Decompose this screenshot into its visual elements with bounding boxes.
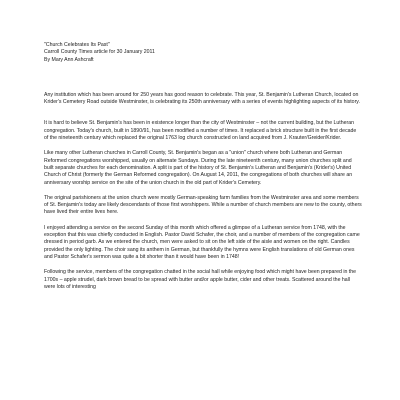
paragraph-5: I enjoyed attending a service on the second Sunday of this month which offered a glimpse of a Lutheran service from 1748, with the exception that this was chiefly conducted in English. Pastor David Schafer, the choir, and a number of members of the congregation came dressed in period garb. As we entered the church, men were asked to sit on the left side of the aisle and women on the right. Candles provided the only lighting. The choir sang its anthem in German, but thankfully the hymns were English translations of old German ones and Pastor Schafer's sermon was quite a bit shorter than it would have been in 1748!	[44, 224, 360, 260]
article-title: "Church Celebrates Its Past"	[44, 42, 110, 48]
paragraph-3: Like many other Lutheran churches in Carroll County, St. Benjamin's began as a "union" church where both Lutheran and German Reformed congregations worshipped, usually on alternate Sundays. During the late nineteenth century, many union churches split and built separate churches for each denomination. A split is part of the history of St. Benjamin's Lutheran and Benjamin's (Krider's) United Church of Christ (formerly the German Reformed congregation). On August 14, 2011, the congregations of both churches will share an anniversary worship service on the site of the union church in the old part of Krider's Cemetery.	[44, 150, 353, 186]
paragraph-6: Following the service, members of the congregation chatted in the social hall while enjoying food which might have been prepared in the 1700s – apple strudel, dark brown bread to be spread with butter and/or apple butter, cider and other treats. Scattered around the hall were lots of interesting	[44, 269, 357, 290]
article-byline: By Mary Ann Ashcraft	[44, 56, 94, 63]
paragraph-2: It is hard to believe St. Benjamin's has been in existence longer than the city of Westminster – not the current building, but the Lutheran congregation. Today's church, built in 1890/91, has been modified a number of times. It replaced a brick structure built in the first decade of the nineteenth century which replaced the original 1763 log church constructed on land acquired from J. Krauter/Greider/Krider.	[44, 120, 357, 142]
paragraph-4: The original parishioners at the union church were mostly German-speaking farm families from the Westminster area and some members of St. Benjamin's today are likely descendants of those first worshippers. While a number of church members are new to the county, others have lived their entire lives here.	[44, 194, 362, 216]
article-subtitle: Carroll County Times article for 30 January 2011	[44, 49, 155, 56]
paragraph-1: Any institution which has been around for 250 years has good reason to celebrate. This year, St. Benjamin's Lutheran Church, located on Krider's Cemetery Road outside Westminster, is celebrating its 250th anniversary with a series of events highlighting aspects of its history.	[44, 91, 360, 106]
article-page	[44, 42, 362, 291]
